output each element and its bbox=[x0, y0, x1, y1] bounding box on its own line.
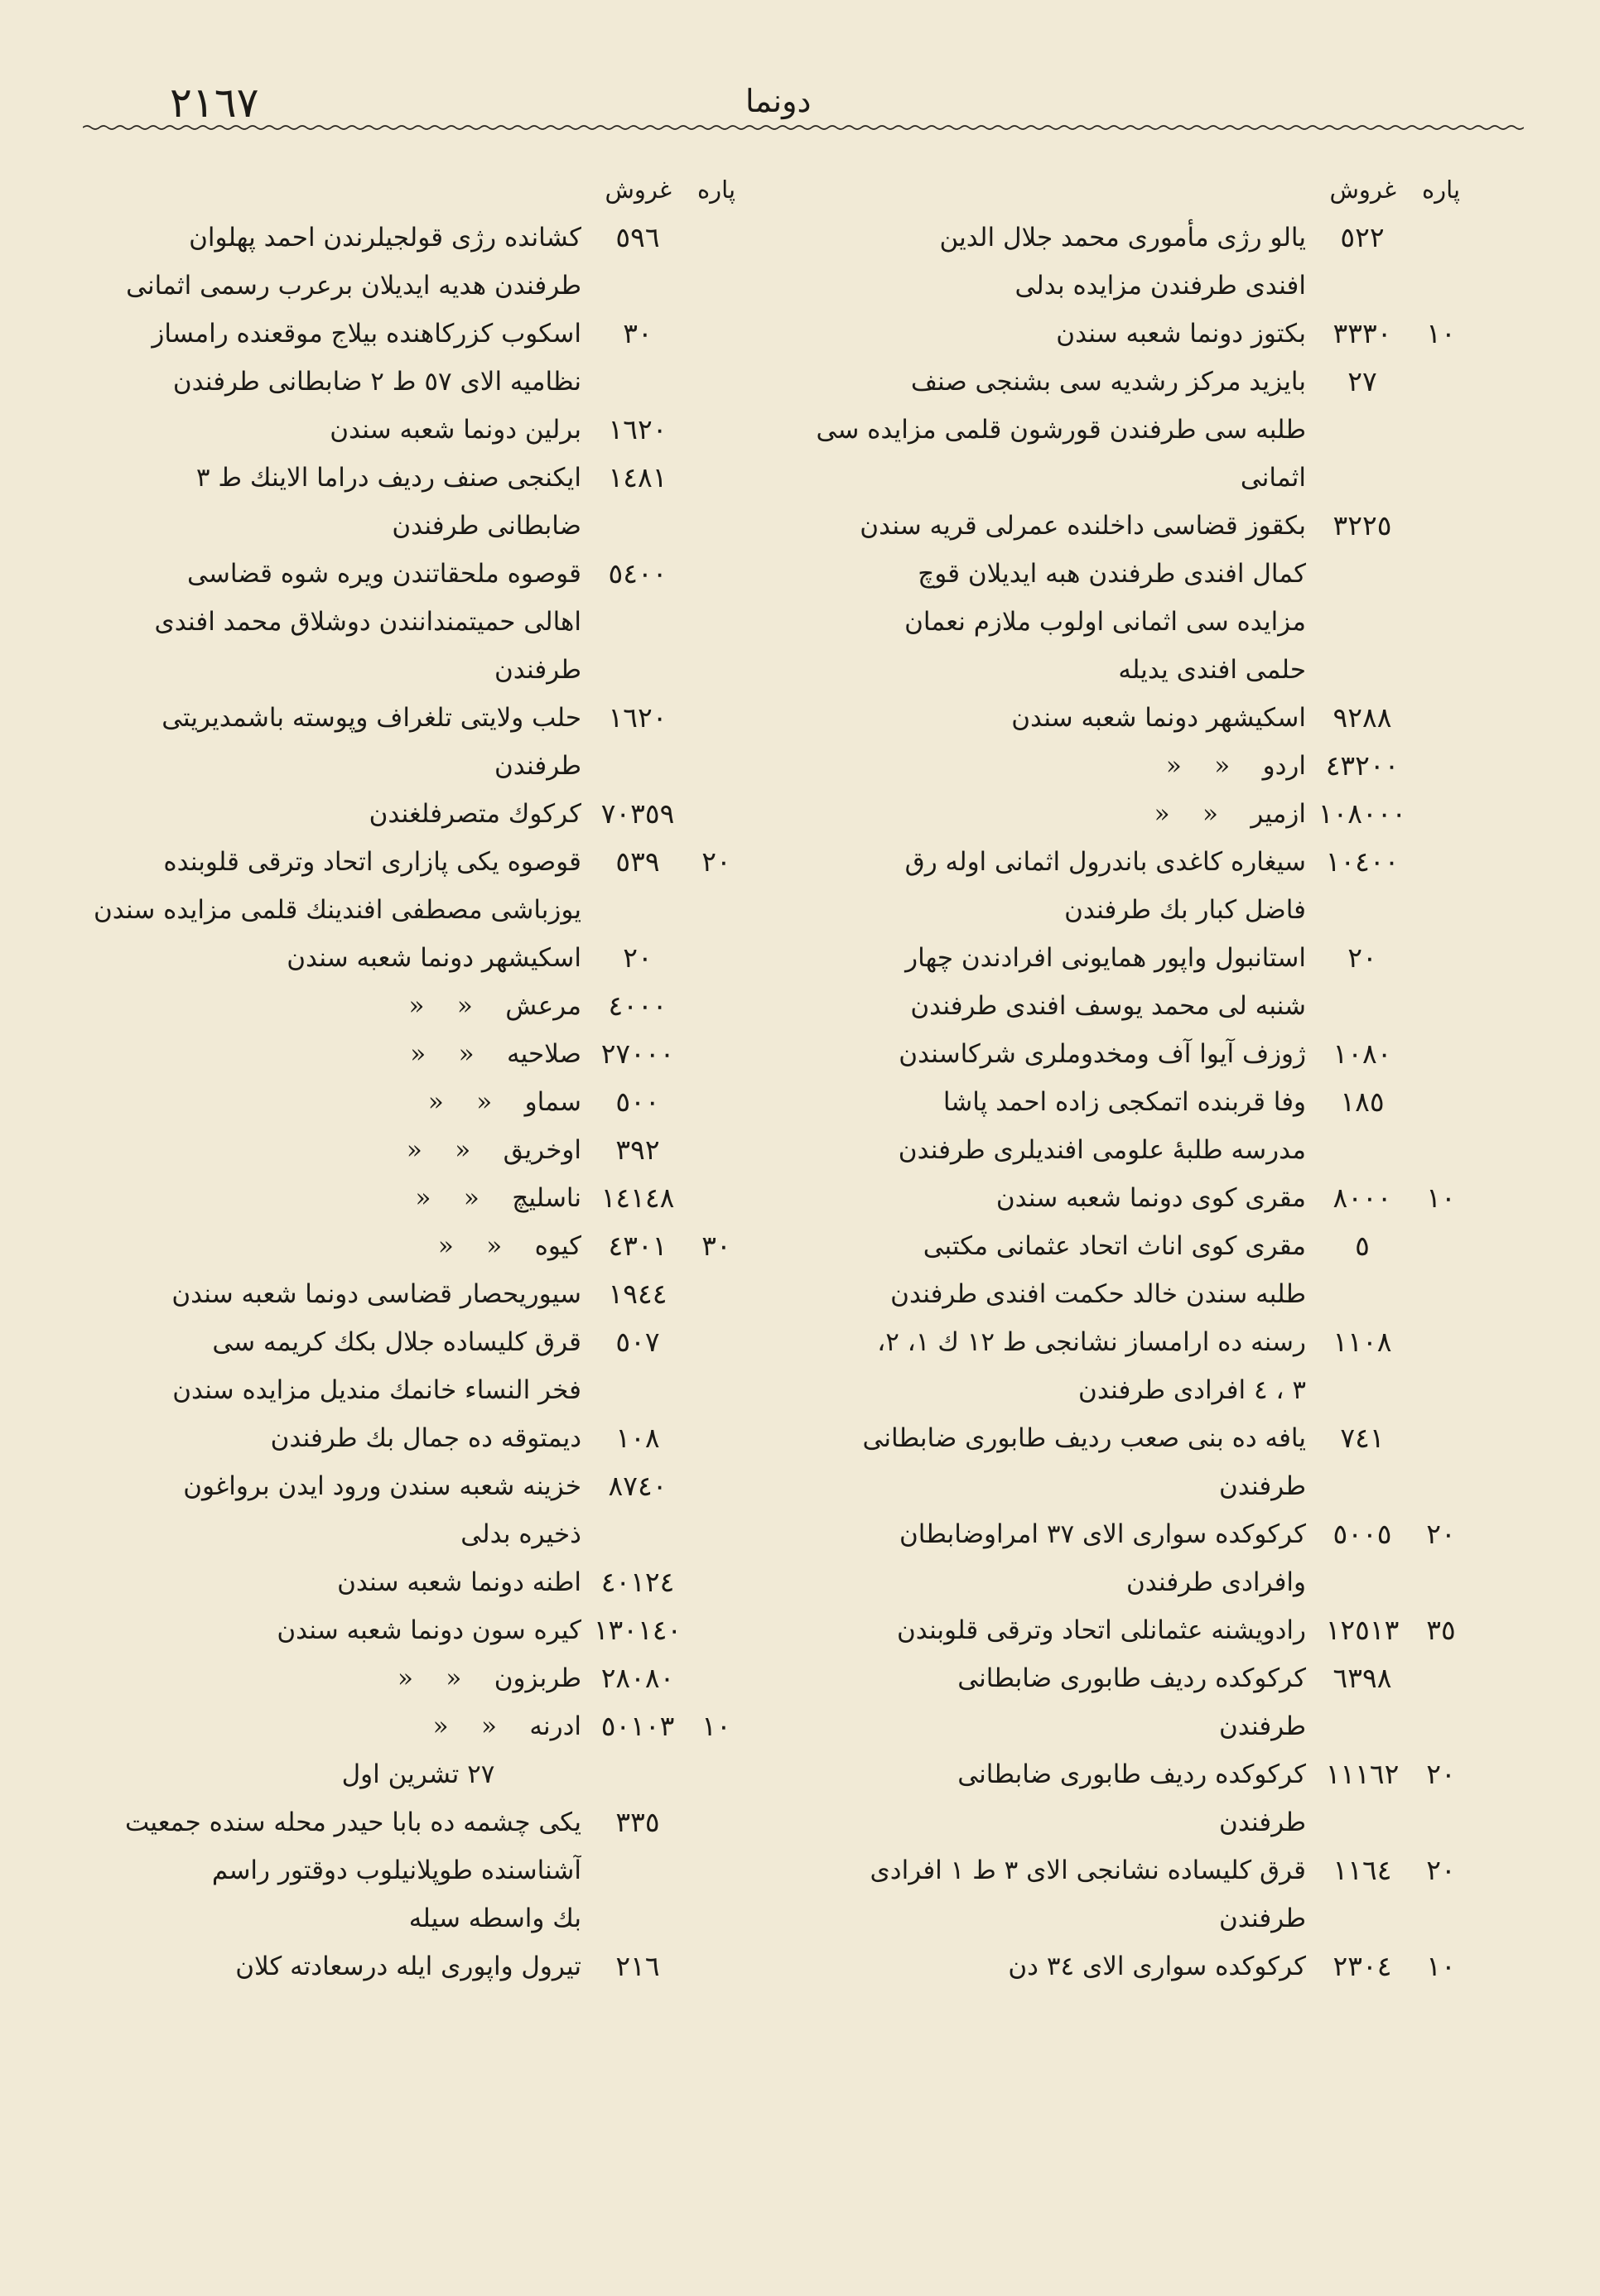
description-line: اسكيشهر دونما شعبه سندن bbox=[1011, 703, 1306, 733]
donation-entry bbox=[816, 838, 1470, 934]
donor-description bbox=[91, 1606, 588, 1654]
donation-entry bbox=[91, 1702, 745, 1750]
column-header bbox=[816, 166, 1470, 214]
kurus-amount: ٤٠١٢٤ bbox=[600, 1566, 675, 1598]
donation-entry bbox=[816, 1222, 1470, 1318]
kurus-amount: ٥ bbox=[1355, 1230, 1370, 1262]
kurus-amount: ٢٧٠٠٠ bbox=[600, 1037, 675, 1070]
description-line: حلمی افندی يديله bbox=[1118, 655, 1306, 685]
kurus-amount: ٦٣٩٨ bbox=[1333, 1662, 1392, 1694]
donor-description bbox=[816, 1942, 1313, 1990]
kurus-amount: ٢٧ bbox=[1347, 365, 1377, 397]
kurus-amount: ٢٠ bbox=[623, 941, 653, 974]
donation-entry bbox=[91, 310, 745, 406]
donation-entry bbox=[816, 1942, 1470, 1990]
donation-entry bbox=[816, 358, 1470, 502]
para-amount: ١٠ bbox=[1426, 1950, 1456, 1982]
donor-description bbox=[91, 1078, 588, 1126]
para-amount: ١٠ bbox=[1426, 317, 1456, 349]
kurus-amount: ٣٣٣٠ bbox=[1333, 317, 1392, 349]
kurus-amount: ٢١٦ bbox=[615, 1950, 660, 1982]
donor-description bbox=[91, 310, 588, 406]
description-line: اسكوب كزركاهنده بيلاج موقعنده رامساز bbox=[152, 319, 581, 349]
donation-entry bbox=[816, 694, 1470, 742]
description-line: حلب ولايتی تلغراف وپوسته باشمديريتی bbox=[161, 703, 581, 733]
description-line: كيره سون دونما شعبه سندن bbox=[277, 1615, 581, 1645]
donor-description bbox=[816, 1846, 1313, 1942]
donor-description bbox=[91, 1702, 588, 1750]
kurus-amount: ٩٢٨٨ bbox=[1333, 701, 1392, 734]
right-column bbox=[816, 166, 1470, 2252]
kurus-amount: ٥٢٢ bbox=[1340, 221, 1385, 253]
description-line: قرق كليساده نشانجی الای ٣ ط ١ افرادی bbox=[870, 1856, 1306, 1885]
donation-entry bbox=[816, 1654, 1470, 1750]
kurus-amount: ٥٠٠ bbox=[615, 1085, 660, 1118]
donation-entry bbox=[816, 1510, 1470, 1606]
donor-description bbox=[816, 1030, 1313, 1078]
entry-list bbox=[816, 214, 1470, 1990]
kurus-amount: ١٦٢٠ bbox=[608, 701, 667, 734]
para-amount: ١٠ bbox=[701, 1710, 731, 1742]
kurus-amount: ١١١٦٢ bbox=[1325, 1758, 1400, 1790]
running-title: دونما bbox=[745, 83, 812, 119]
kurus-amount: ٣٩٢ bbox=[615, 1134, 660, 1166]
description-line: آشناسنده طوپلانيلوب دوقتور راسم bbox=[211, 1856, 581, 1885]
donation-entry bbox=[91, 1126, 745, 1174]
donation-entry bbox=[816, 790, 1470, 838]
description-line: كركوك متصرفلغندن bbox=[369, 799, 581, 829]
description-line: اوخريق « « bbox=[406, 1135, 581, 1165]
description-line: كمال افندی طرفندن هبه ايديلان قوچ bbox=[918, 559, 1306, 589]
donor-description bbox=[91, 1030, 588, 1078]
para-amount: ٢٠ bbox=[1426, 1854, 1456, 1886]
donation-entry bbox=[816, 1318, 1470, 1414]
donation-entry bbox=[91, 1654, 745, 1702]
description-line: رسنه ده ارامساز نشانجی ط ١٢ ك ١، ٢، bbox=[877, 1327, 1306, 1357]
donor-description bbox=[816, 1606, 1313, 1654]
donor-description bbox=[816, 1750, 1313, 1846]
kurus-amount: ٥٠٠٥ bbox=[1333, 1518, 1392, 1550]
description-line: يالو رژی مأموری محمد جلال الدين bbox=[939, 223, 1306, 253]
donor-description bbox=[91, 406, 588, 454]
page-number: ٢١٦٧ bbox=[170, 79, 259, 127]
donation-entry bbox=[91, 838, 745, 934]
description-line: قوصوه يكی پازاری اتحاد وترقی قلوبنده bbox=[163, 847, 581, 877]
left-column bbox=[91, 166, 745, 2252]
description-line: اثمانی bbox=[1240, 463, 1306, 493]
para-amount: ١٠ bbox=[1426, 1182, 1456, 1214]
description-line: قوصوه ملحقاتندن ويره شوه قضاسی bbox=[187, 559, 581, 589]
description-line: طلبه سندن خالد حكمت افندی طرفندن bbox=[890, 1279, 1306, 1309]
para-amount: ٣٥ bbox=[1426, 1614, 1456, 1646]
kurus-amount: ٤٠٠٠ bbox=[608, 989, 667, 1022]
donation-entry bbox=[816, 310, 1470, 358]
description-line: ازمير « « bbox=[1154, 799, 1306, 829]
donation-entry bbox=[91, 550, 745, 694]
description-line: بايزيد مركز رشديه سی بشنجی صنف bbox=[910, 367, 1306, 397]
donation-entry bbox=[91, 1462, 745, 1558]
kurus-amount: ٨٧٤٠ bbox=[608, 1470, 667, 1502]
kurus-heading: غروش bbox=[1329, 176, 1397, 204]
kurus-amount: ١٤٨١ bbox=[608, 461, 667, 493]
description-line: مدرسه طلبهٔ علومی افنديلری طرفندن bbox=[898, 1135, 1306, 1165]
donor-description bbox=[91, 1222, 588, 1270]
donation-entry bbox=[91, 1942, 745, 1990]
donation-entry bbox=[91, 1798, 745, 1942]
description-line: افندی طرفندن مزايده بدلی bbox=[1014, 271, 1306, 301]
kurus-amount: ٥٣٩ bbox=[615, 845, 660, 878]
donor-description bbox=[816, 1414, 1313, 1510]
description-line: بكتوز دونما شعبه سندن bbox=[1056, 319, 1306, 349]
donor-description bbox=[91, 934, 588, 982]
para-heading: پاره bbox=[1421, 176, 1461, 204]
description-line: ضابطانی طرفندن bbox=[392, 511, 581, 541]
entry-list bbox=[91, 214, 745, 1990]
donor-description bbox=[91, 1798, 588, 1942]
kurus-amount: ٢٨٠٨٠ bbox=[600, 1662, 675, 1694]
kurus-amount: ٣٣٥ bbox=[615, 1806, 660, 1838]
donor-description bbox=[91, 838, 588, 934]
donor-description bbox=[91, 1414, 588, 1462]
donor-description bbox=[91, 1462, 588, 1558]
description-line: سيغاره كاغدی باندرول اثمانی اوله رق bbox=[904, 847, 1306, 877]
donation-entry bbox=[91, 1318, 745, 1414]
donor-description bbox=[816, 214, 1313, 310]
donor-description bbox=[816, 742, 1313, 790]
kurus-amount: ١١٦٤ bbox=[1333, 1854, 1392, 1886]
kurus-amount: ٣٠ bbox=[623, 317, 653, 349]
description-line: بك واسطه سيله bbox=[408, 1904, 581, 1933]
description-line: مرعش « « bbox=[408, 991, 581, 1021]
donor-description bbox=[91, 1270, 588, 1318]
description-line: ناسليچ « « bbox=[415, 1183, 581, 1213]
description-line: مقری كوی اناث اتحاد عثمانی مكتبی bbox=[923, 1231, 1306, 1261]
donation-entry bbox=[816, 1846, 1470, 1942]
donor-description bbox=[816, 502, 1313, 694]
description-line: يافه ده بنی صعب رديف طابوری ضابطانی bbox=[862, 1423, 1306, 1453]
description-line: يكی چشمه ده بابا حيدر محله سنده جمعيت bbox=[124, 1807, 581, 1837]
kurus-amount: ٥٠١٠٣ bbox=[600, 1710, 675, 1742]
donation-entry bbox=[91, 982, 745, 1030]
description-line: ذخيره بدلی bbox=[460, 1519, 581, 1549]
donor-description bbox=[816, 1510, 1313, 1606]
kurus-amount: ١٤١٤٨ bbox=[600, 1182, 675, 1214]
description-line: طرفندن هديه ايديلان برعرب رسمی اثمانی bbox=[126, 271, 581, 301]
kurus-amount: ٧٠٣٥٩ bbox=[600, 797, 675, 830]
kurus-amount: ٨٠٠٠ bbox=[1333, 1182, 1392, 1214]
kurus-amount: ٢٠ bbox=[1347, 941, 1377, 974]
description-line: بكقوز قضاسی داخلنده عمرلی قريه سندن bbox=[860, 511, 1306, 541]
donation-entry bbox=[91, 1222, 745, 1270]
donation-entry bbox=[816, 1750, 1470, 1846]
kurus-amount: ٣٢٢٥ bbox=[1333, 509, 1392, 542]
description-line: طرفندن bbox=[1219, 1807, 1306, 1837]
kurus-amount: ١٠٨ bbox=[615, 1422, 660, 1454]
donation-entry bbox=[91, 454, 745, 550]
description-line: يوزباشی مصطفی افندينك قلمی مزايده سندن bbox=[93, 895, 581, 925]
kurus-amount: ٥٠٧ bbox=[615, 1326, 660, 1358]
donor-description bbox=[91, 214, 588, 310]
donation-entry bbox=[816, 1606, 1470, 1654]
description-line: سماو « « bbox=[427, 1087, 581, 1117]
description-line: مقری كوی دونما شعبه سندن bbox=[995, 1183, 1306, 1213]
description-line: كشانده رژی قولجيلرندن احمد پهلوان bbox=[189, 223, 581, 253]
donation-entry bbox=[91, 1270, 745, 1318]
description-line: طرفندن bbox=[494, 751, 581, 781]
donor-description bbox=[816, 358, 1313, 502]
donation-entry bbox=[91, 790, 745, 838]
description-line: ٣ ، ٤ افرادی طرفندن bbox=[1078, 1375, 1306, 1405]
kurus-heading: غروش bbox=[605, 176, 672, 204]
kurus-amount: ٥٩٦ bbox=[615, 221, 660, 253]
kurus-amount: ١٠٤٠٠ bbox=[1325, 845, 1400, 878]
description-line: طلبه سی طرفندن قورشون قلمی مزايده سی bbox=[816, 415, 1306, 445]
para-amount: ٢٠ bbox=[1426, 1758, 1456, 1790]
description-line: وافرادی طرفندن bbox=[1125, 1567, 1306, 1597]
donation-entry bbox=[91, 1414, 745, 1462]
kurus-amount: ١٦٢٠ bbox=[608, 413, 667, 445]
kurus-amount: ١٠٨٠ bbox=[1333, 1037, 1392, 1070]
date-subheading: ٢٧ تشرين اول bbox=[341, 1759, 495, 1789]
donor-description bbox=[816, 1174, 1313, 1222]
description-line: كركوكده رديف طابوری ضابطانی bbox=[957, 1759, 1306, 1789]
donor-description bbox=[816, 838, 1313, 934]
donation-entry bbox=[91, 1030, 745, 1078]
page-header bbox=[0, 0, 1600, 132]
donor-description bbox=[816, 1318, 1313, 1414]
description-line: طربزون « « bbox=[397, 1663, 581, 1693]
para-amount: ٢٠ bbox=[701, 845, 731, 878]
description-line: رادويشنه عثمانلی اتحاد وترقی قلوبندن bbox=[897, 1615, 1306, 1645]
donation-entry bbox=[91, 406, 745, 454]
donor-description bbox=[816, 694, 1313, 742]
description-line: طرفندن bbox=[1219, 1711, 1306, 1741]
donation-entry bbox=[91, 214, 745, 310]
donor-description bbox=[91, 694, 588, 790]
donor-description bbox=[91, 1558, 588, 1606]
description-line: فخر النساء خانمك منديل مزايده سندن bbox=[172, 1375, 581, 1405]
donor-description bbox=[91, 982, 588, 1030]
donor-description bbox=[91, 790, 588, 838]
description-line: خزينه شعبه سندن ورود ايدن برواغون bbox=[183, 1471, 581, 1501]
donation-entry bbox=[816, 1030, 1470, 1078]
donation-entry bbox=[91, 1558, 745, 1606]
donor-description bbox=[91, 1318, 588, 1414]
kurus-amount: ٧٤١ bbox=[1340, 1422, 1385, 1454]
description-line: شنبه لی محمد يوسف افندی طرفندن bbox=[910, 991, 1306, 1021]
donation-entry bbox=[816, 742, 1470, 790]
description-line: طرفندن bbox=[494, 655, 581, 685]
donation-entry bbox=[816, 214, 1470, 310]
description-line: نظاميه الای ٥٧ ط ٢ ضابطانی طرفندن bbox=[172, 367, 581, 397]
description-line: قرق كليساده جلال بكك كريمه سی bbox=[212, 1327, 581, 1357]
donor-description bbox=[816, 1654, 1313, 1750]
donor-description bbox=[91, 1174, 588, 1222]
donation-entry bbox=[91, 1174, 745, 1222]
kurus-amount: ٤٣٠١ bbox=[608, 1230, 667, 1262]
description-line: صلاحيه « « bbox=[410, 1039, 581, 1069]
donor-description bbox=[816, 790, 1313, 838]
column-header bbox=[91, 166, 745, 214]
kurus-amount: ١٩٤٤ bbox=[608, 1278, 667, 1310]
description-line: تيرول واپوری ايله درسعادته كلان bbox=[235, 1952, 581, 1981]
para-heading: پاره bbox=[696, 176, 736, 204]
donation-entry bbox=[816, 1174, 1470, 1222]
donor-description bbox=[91, 454, 588, 550]
donor-description bbox=[91, 550, 588, 694]
description-line: ژوزف آيوا آف ومخدوملری شركاسندن bbox=[899, 1039, 1306, 1069]
description-line: ايكنجی صنف رديف دراما الاينك ط ٣ bbox=[195, 463, 581, 493]
description-line: فاضل كبار بك طرفندن bbox=[1064, 895, 1306, 925]
description-line: كيوه « « bbox=[437, 1231, 581, 1261]
donation-entry bbox=[91, 934, 745, 982]
description-line: استانبول واپور همايونی افرادندن چهار bbox=[905, 943, 1306, 973]
description-line: اهالی حميتمندانندن دوشلاق محمد افندی bbox=[154, 607, 581, 637]
kurus-amount: ٤٣٢٠٠ bbox=[1325, 749, 1400, 782]
donation-entry bbox=[91, 694, 745, 790]
donation-entry bbox=[91, 1078, 745, 1126]
donor-description bbox=[816, 934, 1313, 1030]
donor-description bbox=[91, 1654, 588, 1702]
description-line: وفا قربنده اتمكجی زاده احمد پاشا bbox=[942, 1087, 1306, 1117]
description-line: برلين دونما شعبه سندن bbox=[330, 415, 581, 445]
kurus-amount: ١١٠٨ bbox=[1333, 1326, 1392, 1358]
donor-description bbox=[816, 1078, 1313, 1174]
para-amount: ٢٠ bbox=[1426, 1518, 1456, 1550]
description-line: اسكيشهر دونما شعبه سندن bbox=[287, 943, 581, 973]
para-amount: ٣٠ bbox=[701, 1230, 731, 1262]
description-line: كركوكده سواری الای ٣٧ امراوضابطان bbox=[899, 1519, 1306, 1549]
kurus-amount: ٥٤٠٠ bbox=[608, 557, 667, 590]
description-line: كركوكده رديف طابوری ضابطانی bbox=[957, 1663, 1306, 1693]
description-line: طرفندن bbox=[1219, 1904, 1306, 1933]
description-line: مزايده سی اثمانی اولوب ملازم نعمان bbox=[904, 607, 1306, 637]
description-line: ادرنه « « bbox=[432, 1711, 581, 1741]
description-line: طرفندن bbox=[1219, 1471, 1306, 1501]
kurus-amount: ٢٣٠٤ bbox=[1333, 1950, 1392, 1982]
description-line: اطنه دونما شعبه سندن bbox=[337, 1567, 581, 1597]
kurus-amount: ١٣٠١٤٠ bbox=[593, 1614, 682, 1646]
donor-description bbox=[91, 1942, 588, 1990]
description-line: كركوكده سواری الای ٣٤ دن bbox=[1008, 1952, 1306, 1981]
donation-entry bbox=[816, 934, 1470, 1030]
kurus-amount: ١٢٥١٣ bbox=[1325, 1614, 1400, 1646]
kurus-amount: ١٨٥ bbox=[1340, 1085, 1385, 1118]
kurus-amount: ١٠٨٠٠٠ bbox=[1318, 797, 1407, 830]
donation-entry bbox=[816, 1414, 1470, 1510]
donation-entry bbox=[91, 1606, 745, 1654]
description-line: ديمتوقه ده جمال بك طرفندن bbox=[270, 1423, 581, 1453]
description-line: سيوريحصار قضاسی دونما شعبه سندن bbox=[171, 1279, 581, 1309]
donation-entry bbox=[816, 502, 1470, 694]
donor-description bbox=[91, 1126, 588, 1174]
donor-description bbox=[816, 1222, 1313, 1318]
decorative-wavy-rule bbox=[83, 124, 1524, 131]
donor-description bbox=[816, 310, 1313, 358]
description-line: اردو « « bbox=[1165, 751, 1306, 781]
donation-entry bbox=[816, 1078, 1470, 1174]
